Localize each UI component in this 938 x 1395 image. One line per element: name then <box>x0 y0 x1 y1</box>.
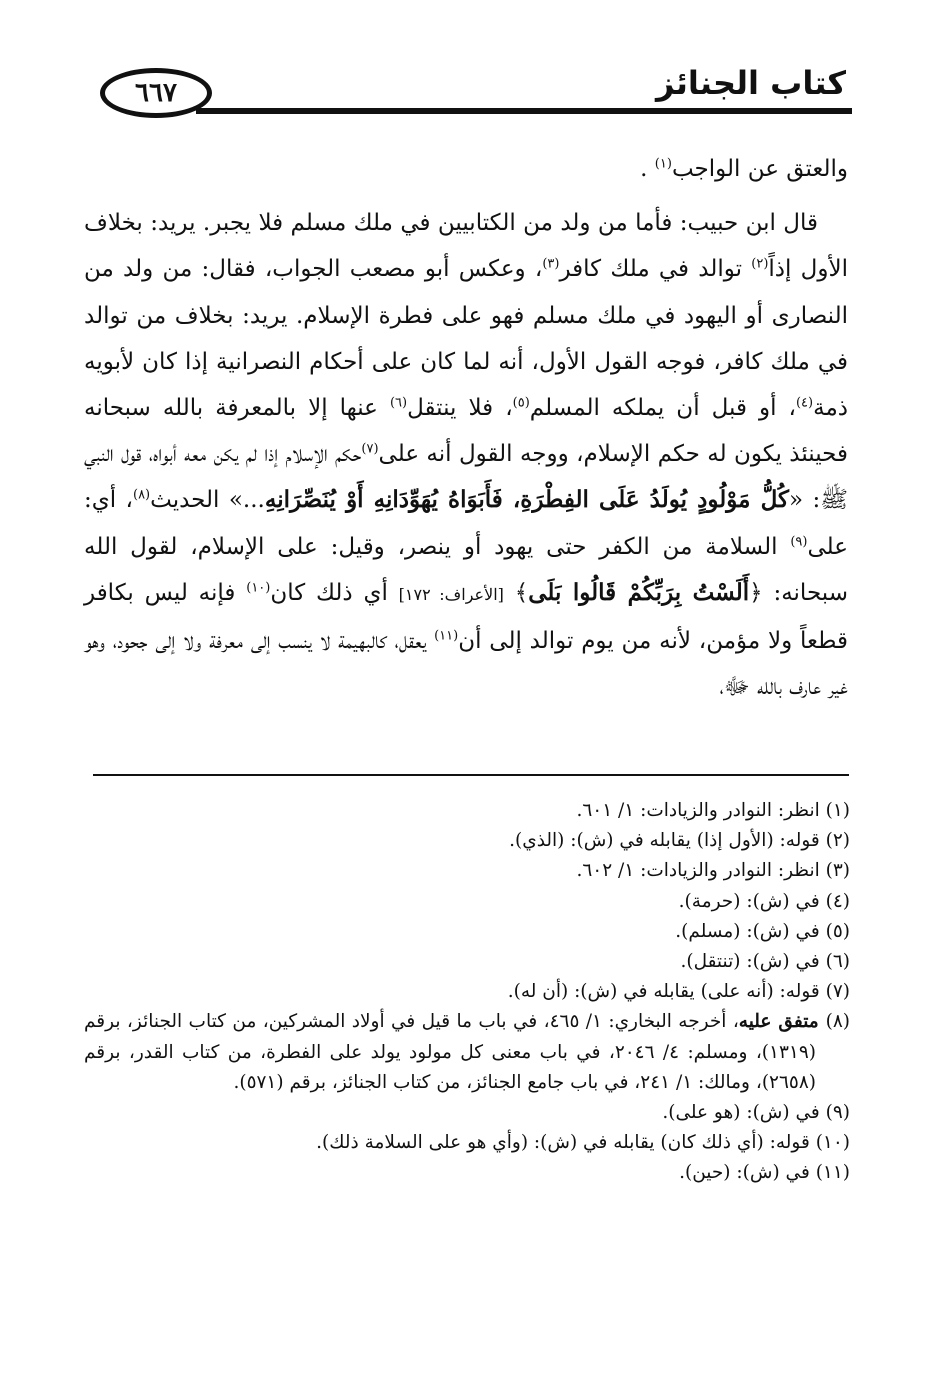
text-run: فإنه ليس بكافر قطعاً ولا مؤمن، لأنه من يوم توالد إلى أن <box>84 579 848 655</box>
footnote-11 <box>84 1158 850 1188</box>
footnote-number: (٨) <box>825 1011 850 1033</box>
footnote-number: (٤) <box>825 890 850 912</box>
text-run: حكم الإسلام إذا لم يكن معه أبواه، قول النبي ﷺ: « <box>84 441 848 514</box>
page-number: ٦٦٧ <box>135 78 177 108</box>
text-run: ، وعكس أبو مصعب الجواب، فقال: من ولد من النصارى أو اليهود في ملك مسلم فهو على فطرة الإسلام. يريد: بخلاف من توالد في ملك كافر، فوجه القول الأول، أنه لما كان على أحكام النصرانية إذا كان لأبويه ذمة <box>84 256 849 422</box>
footnote-ref: (١٠) <box>246 580 271 596</box>
text-run: ، أو قبل أن يملكه المسلم <box>529 395 796 422</box>
main-text <box>84 146 848 710</box>
text-run: قال ابن حبيب: فأما من ولد من الكتابيين في ملك مسلم فلا يجبر. يريد: بخلاف الأول إذاً <box>84 210 849 283</box>
text-run: عنها إلا بالمعرفة بالله سبحانه فحينئذ يكون له حكم الإسلام، ووجه القول أنه على <box>84 395 848 468</box>
header-rule <box>196 108 852 114</box>
verse-reference: [الأعراف: ١٧٢] <box>398 584 504 604</box>
footnote-text: في (ش): (هو على). <box>662 1102 826 1124</box>
footnote-ref: (٩) <box>790 533 808 549</box>
footnote-ref: (٥) <box>512 395 530 411</box>
footnote-ref: (٢) <box>751 256 769 272</box>
footnote-ref: (٧) <box>361 441 379 457</box>
footnote-ref: (١١) <box>434 628 459 644</box>
text-run: ، أي: على <box>84 487 848 560</box>
footnote-text: قوله: (أنه على) يقابله في (ش): (أن له). <box>507 981 826 1003</box>
footnote-ref: (١) <box>654 156 672 172</box>
footnote-text: انظر: النوادر والزيادات: ١/ ٦٠١. <box>576 800 826 821</box>
footnote-text: ، أخرجه البخاري: ١/ ٤٦٥، في باب ما قيل في أولاد المشركين، من كتاب الجنائز، برقم (١٣١٩)، ومسلم: ٤/ ٢٠٤٦، في باب معنى كل مولود يولد على الفطرة، من كتاب القدر، برقم (٢٦٥٨)، ومالك: ١/ ٢٤١، في باب جامع الجنائز، من كتاب الجنائز، برقم (٥٧١). <box>84 1011 816 1093</box>
text-run: يعقل، كالبهيمة لا ينسب إلى معرفة ولا إلى جحود، وهو غير عارف بالله ﷻ، <box>84 628 848 701</box>
footnote-bold-text: متفق عليه <box>738 1011 826 1033</box>
footnote-text: قوله: (أي ذلك كان) يقابله في (ش): (وأي هو على السلامة ذلك). <box>316 1132 816 1154</box>
text-run: أي ذلك كان <box>270 579 399 606</box>
footnote-3 <box>84 856 850 886</box>
footnote-2 <box>84 826 850 856</box>
footnote-text: قوله: (الأول إذا) يقابله في (ش): (الذي). <box>509 830 826 852</box>
text-run: توالد في ملك كافر <box>559 256 752 283</box>
footnotes <box>84 796 850 1189</box>
footnote-text: في (ش): (حين). <box>679 1162 816 1184</box>
text-run: ، فلا ينتقل <box>407 395 513 422</box>
paragraph-1 <box>84 146 848 192</box>
paragraph-2 <box>84 200 848 710</box>
footnote-number: (١١) <box>815 1162 850 1184</box>
text-run: . <box>640 156 655 182</box>
footnote-number: (٥) <box>825 920 850 942</box>
hadith-quote: كُلُّ مَوْلُودٍ يُولَدُ عَلَى الفِطْرَةِ، فَأَبَوَاهُ يُهَوِّدَانِهِ أَوْ يُنَصِّرَانِهِ <box>264 486 789 514</box>
footnote-8 <box>84 1007 850 1098</box>
footnote-1 <box>84 796 850 826</box>
footnote-text: في (ش): (حرمة). <box>678 890 826 912</box>
footnote-10 <box>84 1128 850 1158</box>
footnote-text: في (ش): (تنتقل). <box>680 951 826 973</box>
footnote-number: (٦) <box>825 951 850 973</box>
footnote-ref: (٨) <box>132 487 151 503</box>
footnote-7 <box>84 977 850 1007</box>
page-header <box>100 62 852 126</box>
text-run: ...» الحديث <box>150 487 265 514</box>
footnote-number: (٩) <box>825 1102 850 1124</box>
text-run: السلامة من الكفر حتى يهود أو ينصر، وقيل: على الإسلام، لقول الله سبحانه: ﴿ <box>84 533 849 606</box>
footnote-number: (١) <box>825 800 850 821</box>
footnote-number: (٧) <box>825 981 850 1003</box>
text-run: والعتق عن الواجب <box>671 156 848 182</box>
footnote-5 <box>84 917 850 947</box>
footnote-separator <box>93 774 849 776</box>
footnote-ref: (٤) <box>795 395 814 411</box>
footnote-9 <box>84 1098 850 1128</box>
footnote-number: (٣) <box>825 860 850 882</box>
footnote-number: (١٠) <box>815 1132 850 1154</box>
footnote-ref: (٣) <box>542 256 560 272</box>
footnote-text: في (ش): (مسلم). <box>675 920 826 942</box>
footnote-4 <box>84 887 850 917</box>
footnote-number: (٢) <box>825 830 850 852</box>
footnote-6 <box>84 947 850 977</box>
footnote-text: انظر: النوادر والزيادات: ١/ ٦٠٢. <box>576 860 826 882</box>
footnote-ref: (٦) <box>389 395 408 411</box>
book-title: كتاب الجنائز <box>655 64 846 102</box>
text-run: ﴾ <box>503 579 529 606</box>
quran-verse: أَلَسْتُ بِرَبِّكُمْ قَالُوا بَلَى <box>528 578 750 606</box>
